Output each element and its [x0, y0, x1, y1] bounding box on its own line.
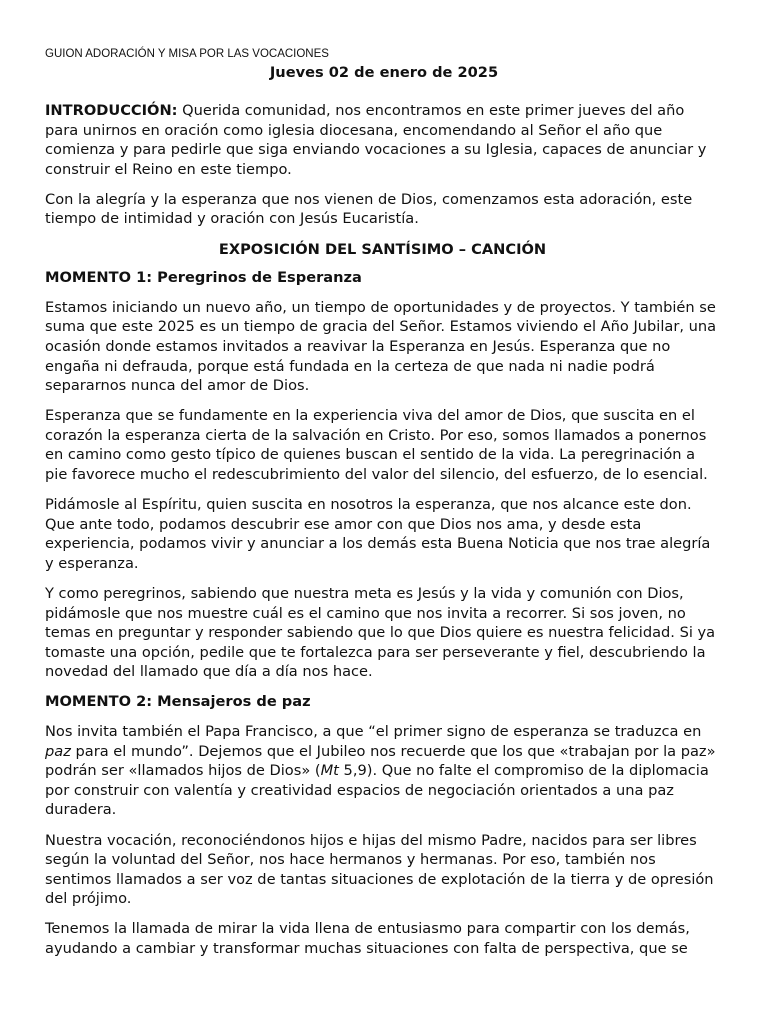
momento2-p1-part-a: Nos invita también el Papa Francisco, a que “el primer signo de esperanza se traduzca en [45, 723, 702, 741]
intro-text: Querida comunidad, nos encontramos en este primer jueves del año para unirnos en oración como iglesia diocesana, encomendando al Señor el año que comienza y para pedirle que siga enviando vocaciones a su Iglesia, capaces de anunciar y construir el Reino en este tiempo. [45, 102, 707, 178]
intro-paragraph [45, 101, 720, 179]
momento2-p1-part-b: para el mundo”. Dejemos que el Jubileo nos recuerde que los que «trabajan por la paz» podrán ser «llamados hijos de Dios» ( [45, 742, 716, 780]
momento2-paragraph-2: Nuestra vocación, reconociéndonos hijos e hijas del mismo Padre, nacidos para ser libres según la voluntad del Señor, nos hace hermanos y hermanas. Por eso, también nos sentimos llamados a ser voz de tantas situaciones de explotación de la tierra y de opresión del prójimo. [45, 831, 714, 908]
momento2-p1-italic-paz: paz [45, 742, 71, 760]
momento2-p1-italic-mt: Mt [320, 762, 339, 780]
momento1-paragraph: Estamos iniciando un nuevo año, un tiempo de oportunidades y de proyectos. Y también se suma que este 2025 es un tiempo de gracia del Señor. Estamos viviendo el Año Jubilar, una ocasión donde estamos invitados a reavivar la Esperanza en Jesús. Esperanza que no engaña ni defrauda, porque está fundada en la certeza de que nada ni nadie podrá separarnos nunca del amor de Dios. [45, 298, 717, 395]
intro-label: INTRODUCCIÓN: [45, 102, 178, 119]
momento1-paragraph: Pidámosle al Espíritu, quien suscita en nosotros la esperanza, que nos alcance este don. Que ante todo, podamos descubrir ese amor con que Dios nos ama, y desde esta experiencia, podamos vivir y anunciar a los demás esta Buena Noticia que nos trae alegría y esperanza. [45, 496, 711, 572]
momento1-paragraph: Y como peregrinos, sabiendo que nuestra meta es Jesús y la vida y comunión con Dios, pidámosle que nos muestre cuál es el camino que nos invita a recorrer. Si sos joven, no temas en preguntar y responder sabiendo que lo que Dios quiere es nuestra felicidad. Si ya tomaste una opción, pedile que te fortalezca para ser perseverante y fiel, descubriendo la novedad del llamado que día a día nos hace. [45, 584, 716, 681]
document-header: GUION ADORACIÓN Y MISA POR LAS VOCACIONES [45, 48, 329, 60]
momento2-paragraph-3: Tenemos la llamada de mirar la vida llena de entusiasmo para compartir con los demás, ayudando a cambiar y transformar muchas situaciones con falta de perspectiva, que se [45, 920, 690, 957]
momento2-heading: MOMENTO 2: Mensajeros de paz [45, 693, 311, 711]
momento1-paragraph: Esperanza que se fundamente en la experiencia viva del amor de Dios, que suscita en el corazón la esperanza cierta de la salvación en Cristo. Por eso, somos llamados a ponernos en camino como gesto típico de quienes buscan el sentido de la vida. La peregrinación a pie favorece mucho el redescubrimiento del valor del silencio, del esfuerzo, de lo esencial. [45, 407, 708, 483]
document-body [45, 101, 720, 969]
momento2-p1-part-c: 5,9). Que no falte el compromiso de la diplomacia por construir con valentía y creatividad espacios de negociación orientados a una paz duradera. [45, 762, 709, 819]
intro-paragraph-2: Con la alegría y la esperanza que nos vienen de Dios, comenzamos esta adoración, este tiempo de intimidad y oración con Jesús Eucaristía. [45, 190, 693, 228]
momento1-heading: MOMENTO 1: Peregrinos de Esperanza [45, 269, 362, 287]
exposicion-heading: EXPOSICIÓN DEL SANTÍSIMO – CANCIÓN [218, 240, 547, 258]
document-date: Jueves 02 de enero de 2025 [269, 64, 499, 81]
momento2-paragraph-1 [45, 722, 720, 820]
